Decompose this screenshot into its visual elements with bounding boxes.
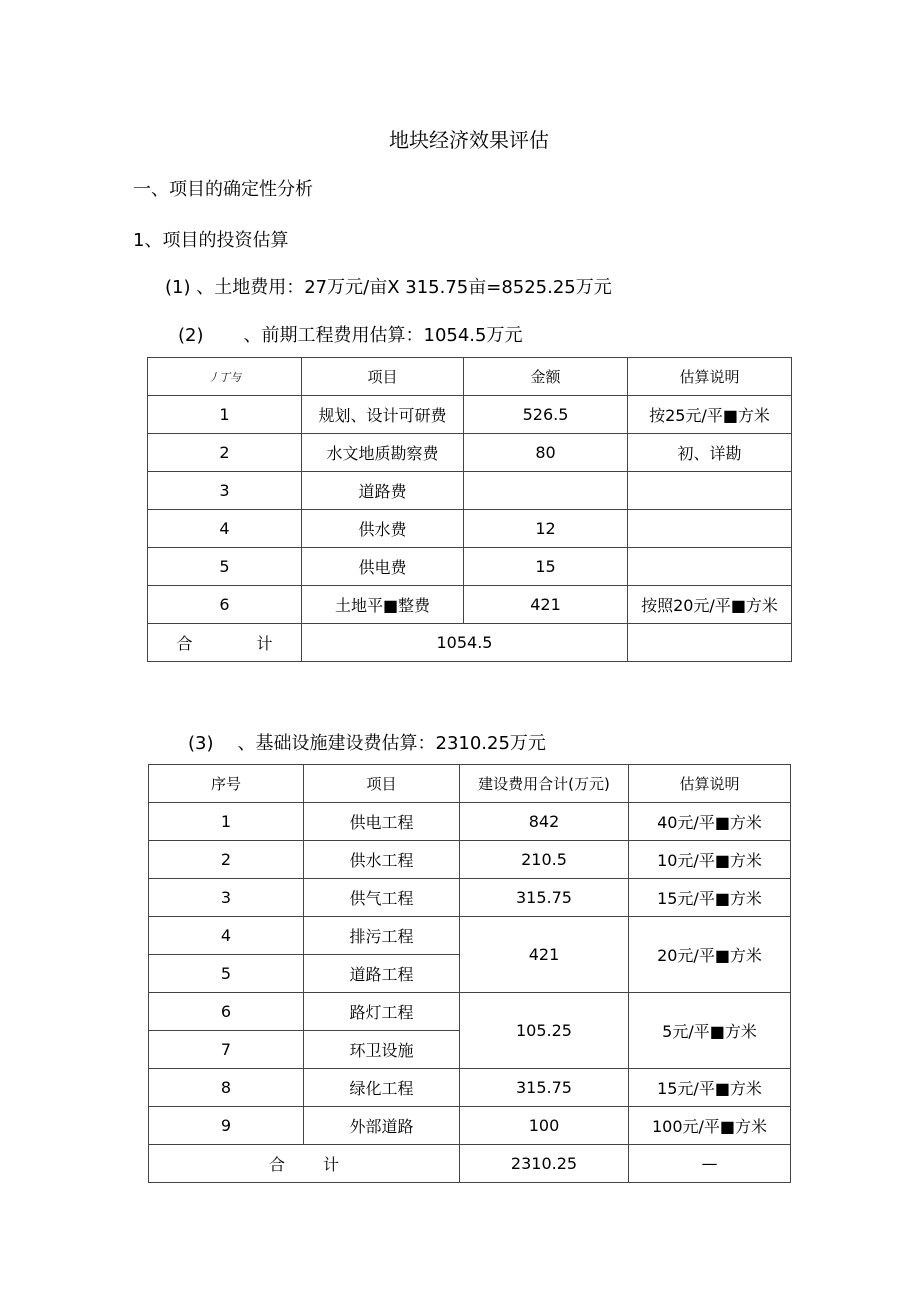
cell-item: 道路工程 [304, 955, 460, 993]
cell-item: 路灯工程 [304, 993, 460, 1031]
cell-item: 规划、设计可研费 [302, 396, 464, 434]
cell-item: 绿化工程 [304, 1069, 460, 1107]
cell-cost: 210.5 [460, 841, 629, 879]
total-note [628, 624, 792, 662]
cell-no: 7 [149, 1031, 304, 1069]
header-cell: 序号 [149, 765, 304, 803]
table-row [148, 472, 792, 510]
cell-item: 外部道路 [304, 1107, 460, 1145]
header-cell: 建设费用合计(万元) [460, 765, 629, 803]
total-note: — [629, 1145, 791, 1183]
total-label-b: 计 [256, 634, 273, 653]
cell-note: 15元/平■方米 [629, 879, 791, 917]
table-row [148, 510, 792, 548]
header-cell: 项目 [302, 358, 464, 396]
header-cell: 估算说明 [628, 358, 792, 396]
cell-cost: 421 [460, 917, 629, 993]
cell-item: 土地平■整费 [302, 586, 464, 624]
section-number: (2) [178, 325, 204, 346]
total-label-b: 计 [323, 1155, 340, 1174]
cell-note: 10元/平■方米 [629, 841, 791, 879]
preliminary-cost-table [147, 357, 792, 662]
cell-no: 5 [148, 548, 302, 586]
cell-amount: 421 [464, 586, 628, 624]
total-label [148, 624, 302, 662]
cell-cost: 842 [460, 803, 629, 841]
cell-item: 供水工程 [304, 841, 460, 879]
cell-no: 2 [148, 434, 302, 472]
cell-note: 初、详勘 [628, 434, 792, 472]
cell-note: 40元/平■方米 [629, 803, 791, 841]
cell-note: 5元/平■方米 [629, 993, 791, 1069]
cell-note: 20元/平■方米 [629, 917, 791, 993]
cell-no: 6 [148, 586, 302, 624]
cell-no: 4 [148, 510, 302, 548]
table-row [148, 548, 792, 586]
cell-amount: 12 [464, 510, 628, 548]
cell-amount [464, 472, 628, 510]
infrastructure-cost-table [148, 764, 791, 1183]
table-row [149, 993, 791, 1031]
cell-amount: 15 [464, 548, 628, 586]
cell-item: 道路费 [302, 472, 464, 510]
table-row [149, 1107, 791, 1145]
heading-certainty-analysis: 一、项目的确定性分析 [133, 179, 313, 200]
cell-item: 供水费 [302, 510, 464, 548]
total-label [149, 1145, 460, 1183]
cell-note [628, 510, 792, 548]
heading-investment-estimate: 1、项目的投资估算 [133, 230, 289, 251]
cell-item: 供电工程 [304, 803, 460, 841]
cell-cost: 105.25 [460, 993, 629, 1069]
cell-amount: 80 [464, 434, 628, 472]
cell-note: 按照20元/平■方米 [628, 586, 792, 624]
header-cell: 丿丁与 [148, 358, 302, 396]
cell-note: 按25元/平■方米 [628, 396, 792, 434]
cell-no: 1 [149, 803, 304, 841]
document-title: 地块经济效果评估 [389, 128, 549, 152]
table-row [149, 803, 791, 841]
cell-no: 4 [149, 917, 304, 955]
table-row [148, 586, 792, 624]
cell-no: 2 [149, 841, 304, 879]
table-row [148, 434, 792, 472]
header-cell: 估算说明 [629, 765, 791, 803]
section-preliminary-cost [178, 321, 522, 347]
cell-item: 供电费 [302, 548, 464, 586]
cell-note [628, 472, 792, 510]
section-number: (3) [188, 733, 214, 754]
total-value: 2310.25 [460, 1145, 629, 1183]
total-value: 1054.5 [302, 624, 628, 662]
header-cell: 项目 [304, 765, 460, 803]
cell-no: 8 [149, 1069, 304, 1107]
total-label-a: 合 [176, 634, 193, 653]
cell-item: 环卫设施 [304, 1031, 460, 1069]
table-row [149, 879, 791, 917]
cell-note: 100元/平■方米 [629, 1107, 791, 1145]
table-row [149, 1069, 791, 1107]
section-number: (1) [165, 277, 191, 298]
table-header-row [148, 358, 792, 396]
cell-item: 水文地质勘察费 [302, 434, 464, 472]
section-land-cost [165, 273, 612, 299]
cell-no: 1 [148, 396, 302, 434]
cell-no: 3 [149, 879, 304, 917]
section-text: 、基础设施建设费估算：2310.25万元 [237, 733, 546, 754]
table-total-row [148, 624, 792, 662]
cell-amount: 526.5 [464, 396, 628, 434]
table-header-row [149, 765, 791, 803]
section-text: 、土地费用：27万元/亩X 315.75亩=8525.25万元 [196, 277, 612, 298]
cell-cost: 315.75 [460, 1069, 629, 1107]
cell-no: 9 [149, 1107, 304, 1145]
cell-item: 排污工程 [304, 917, 460, 955]
cell-item: 供气工程 [304, 879, 460, 917]
table-row [149, 917, 791, 955]
section-text: 、前期工程费用估算：1054.5万元 [243, 325, 523, 346]
cell-cost: 100 [460, 1107, 629, 1145]
table-row [148, 396, 792, 434]
cell-no: 5 [149, 955, 304, 993]
cell-note: 15元/平■方米 [629, 1069, 791, 1107]
section-infrastructure-cost [188, 729, 546, 755]
total-label-a: 合 [268, 1155, 285, 1174]
cell-no: 3 [148, 472, 302, 510]
cell-note [628, 548, 792, 586]
header-cell: 金额 [464, 358, 628, 396]
cell-cost: 315.75 [460, 879, 629, 917]
cell-no: 6 [149, 993, 304, 1031]
table-row [149, 841, 791, 879]
table-total-row [149, 1145, 791, 1183]
